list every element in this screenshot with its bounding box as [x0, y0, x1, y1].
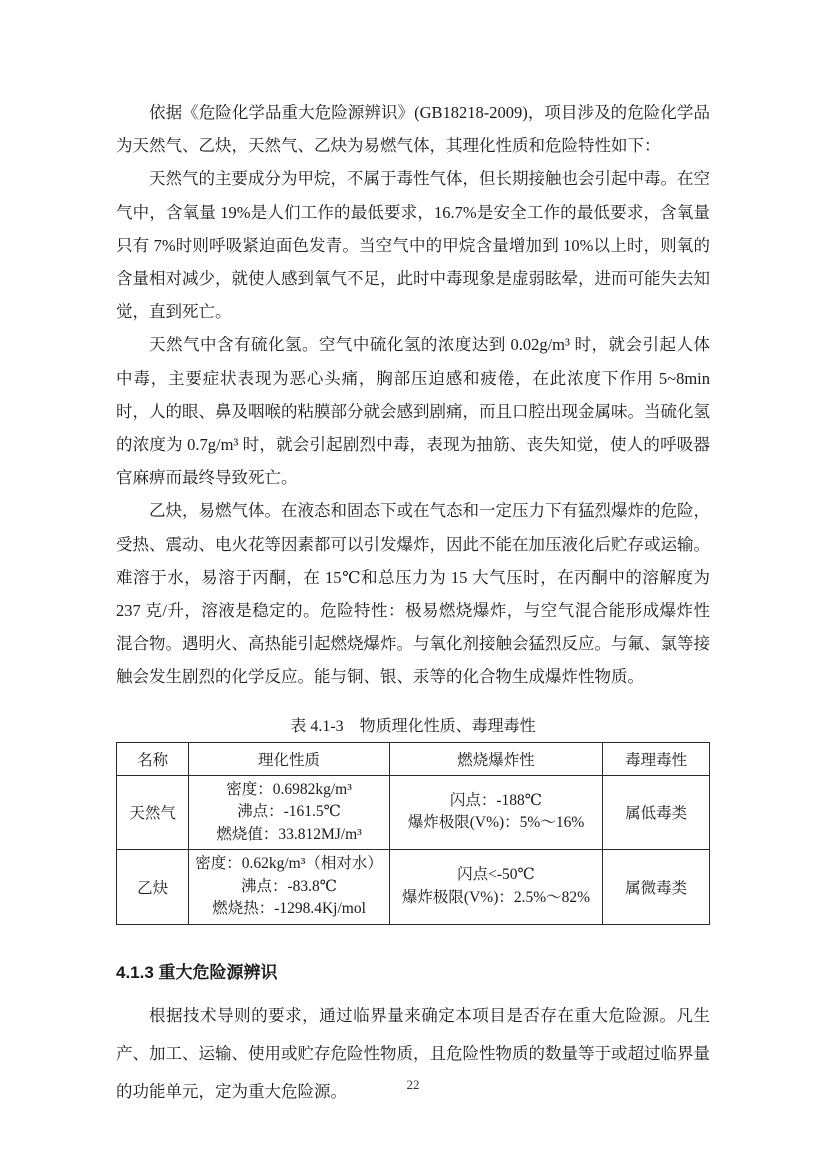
column-header-name: 名称 — [117, 742, 189, 775]
combustion-heat-value: 燃烧热：-1298.4Kj/mol — [212, 900, 366, 918]
paragraph-natural-gas-methane: 天然气的主要成分为甲烷，不属于毒性气体，但长期接触也会引起中毒。在空气中，含氧量 19%是人们工作的最低要求，16.7%是安全工作的最低要求，含氧量只有 7%时则呼吸紧迫面色发青。当空气中的甲烷含量增加到 10%以上时，则氧的含量相对减少，就使人感到氧气不足，此时中毒现象是虚弱眩晕，进而可能失去知觉，直到死亡。 — [116, 169, 710, 322]
substance-name: 天然气 — [117, 775, 189, 850]
explosive-cell — [389, 775, 602, 850]
flash-point-value: 闪点：-188℃ — [449, 791, 543, 809]
explosive-cell — [389, 850, 602, 925]
explosion-limit-value: 爆炸极限(V%)：5%～16% — [407, 814, 585, 832]
table-header-row — [117, 742, 710, 775]
paragraph-hydrogen-sulfide: 天然气中含有硫化氢。空气中硫化氢的浓度达到 0.02g/m³ 时，就会引起人体中毒，主要症状表现为恶心头痛，胸部压迫感和疲倦，在此浓度下作用 5~8min 时，人的眼、鼻及咽喉的粘膜部分就会感到剧痛，而且口腔出现金属味。当硫化氢的浓度为 0.7g/m³ 时，就会引起剧烈中毒，表现为抽筋、丧失知觉，使人的呼吸器官麻痹而最终导致死亡。 — [116, 335, 710, 488]
toxicity-class: 属低毒类 — [603, 775, 710, 850]
flash-point-value: 闪点<-50℃ — [457, 866, 535, 884]
page-content — [116, 0, 710, 1111]
column-header-toxicity: 毒理毒性 — [603, 742, 710, 775]
paragraph-intro: 依据《危险化学品重大危险源辨识》(GB18218-2009)，项目涉及的危险化学品为天然气、乙炔，天然气、乙炔为易燃气体，其理化性质和危险特性如下： — [116, 103, 710, 156]
boiling-point-value: 沸点：-83.8℃ — [240, 877, 338, 895]
column-header-explosive: 燃烧爆炸性 — [389, 742, 602, 775]
density-value: 密度：0.62kg/m³（相对水） — [195, 855, 383, 873]
physchem-cell — [189, 775, 389, 850]
boiling-point-value: 沸点：-161.5℃ — [237, 803, 341, 821]
paragraph-acetylene: 乙炔，易燃气体。在液态和固态下或在气态和一定压力下有猛烈爆炸的危险，受热、震动、电火花等因素都可以引发爆炸，因此不能在加压液化后贮存或运输。难溶于水，易溶于丙酮，在 15℃和总压力为 15 大气压时，在丙酮中的溶解度为 237 克/升，溶液是稳定的。危险特性：极易燃烧爆炸，与空气混合能形成爆炸性混合物。遇明火、高热能引起燃烧爆炸。与氧化剂接触会猛烈反应。与氟、氯等接触会发生剧烈的化学反应。能与铜、银、汞等的化合物生成爆炸性物质。 — [116, 501, 710, 687]
table-caption: 表 4.1-3 物质理化性质、毒理毒性 — [290, 717, 536, 735]
toxicity-class: 属微毒类 — [603, 850, 710, 925]
section-heading-4-1-3: 4.1.3 重大危险源辨识 — [116, 962, 278, 982]
substance-name: 乙炔 — [117, 850, 189, 925]
column-header-physchem: 理化性质 — [189, 742, 389, 775]
page-number: 22 — [406, 1077, 420, 1092]
density-value: 密度：0.6982kg/m³ — [226, 780, 352, 798]
table-row-natural-gas — [117, 775, 710, 850]
explosion-limit-value: 爆炸极限(V%)：2.5%～82% — [401, 888, 591, 906]
table-row-acetylene — [117, 850, 710, 925]
combustion-value: 燃烧值：33.812MJ/m³ — [216, 825, 362, 843]
physchem-cell — [189, 850, 389, 925]
properties-table — [116, 742, 710, 925]
paragraph-major-hazard-identification: 根据技术导则的要求，通过临界量来确定本项目是否存在重大危险源。凡生产、加工、运输、使用或贮存危险性物质，且危险性物质的数量等于或超过临界量的功能单元，定为重大危险源。 — [116, 1005, 710, 1101]
